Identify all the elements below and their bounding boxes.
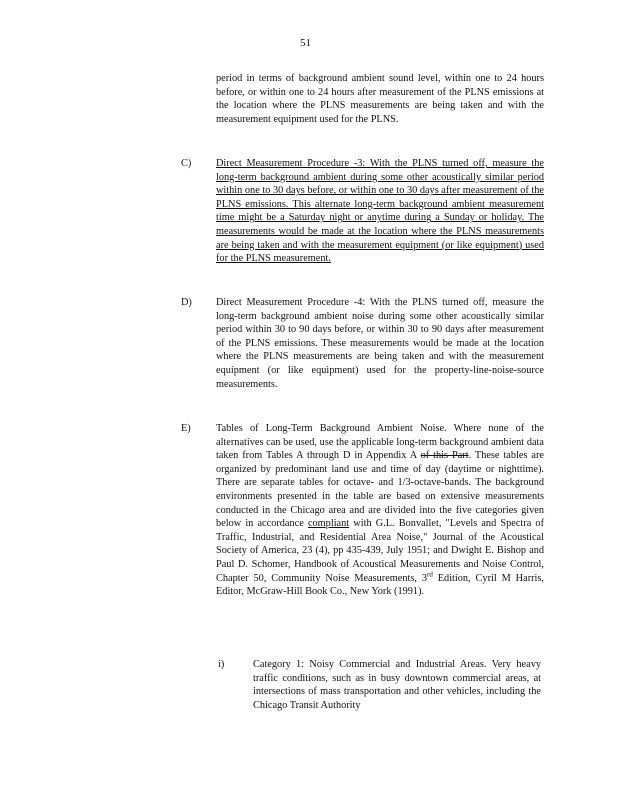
item-d-paragraph: Direct Measurement Procedure -4: With the PLNS turned off, measure the long-term background ambient noise during some other acoustically similar period within 30 to 90 days before, or within 30 to 90 days after measurement of the PLNS emissions. These measurements would be made at the location where the PLNS measurements are being taken and with the measurement equipment (or like equipment) used for the property-line-noise-source measurements. bbox=[216, 297, 544, 390]
item-c-marker: C) bbox=[181, 158, 192, 169]
item-e-superscript: rd bbox=[427, 570, 433, 579]
subitem-i-paragraph: Category 1: Noisy Commercial and Industrial Areas. Very heavy traffic conditions, such as in busy downtown commercial areas, at intersections of mass transportation and other vehicles, including the Chicago Transit Authority bbox=[253, 659, 541, 711]
item-e-text-c: with G.L. Bonvallet, "Levels and Spectra of Traffic, Industrial, and Residential Area Noise," Journal of the Acoustical Society of America, 23 (4), pp 435-439, July 1951; and Dwight E. Bishop and Paul D. Schomer, Handbook of Acoustical Measurements and Noise Control, Chapter 50, Community Noise Measurements, 3 bbox=[216, 518, 545, 584]
intro-paragraph: period in terms of background ambient sound level, within one to 24 hours before, or within one to 24 hours after measurement of the PLNS emissions at the location where the PLNS measurements are being taken and with the measurement equipment used for the PLNS. bbox=[216, 73, 544, 125]
item-e-struck-text: of this Part bbox=[420, 450, 469, 462]
item-e-text-b: . These tables are organized by predominant land use and time of day (daytime or nighttime). There are separate tables for octave- and 1/3-octave-bands. The background environments presented in the table are based on extensive measurements conducted in the Chicago area and are divided into the five categories given below in accordance bbox=[216, 450, 544, 530]
item-e-paragraph bbox=[216, 422, 544, 599]
item-e-marker: E) bbox=[181, 423, 191, 434]
page-number: 51 bbox=[300, 37, 311, 49]
item-c-paragraph: Direct Measurement Procedure -3: With the PLNS turned off, measure the long-term background ambient during some other acoustically similar period within one to 30 days before, or within one to 30 days after measurement of the PLNS emissions. This alternate long-term background ambient measurement time might be a Saturday night or anytime during a Sunday or holiday. The measurements would be made at the location where the PLNS measurements are being taken and with the measurement equipment (or like equipment) used for the PLNS measurement. bbox=[216, 158, 544, 265]
item-e-text-a: Tables of Long-Term Background Ambient Noise. Where none of the alternatives can be used, use the applicable long-term background ambient data taken from Tables A through D in Appendix A bbox=[216, 423, 544, 462]
item-e-underlined-text: compliant bbox=[307, 518, 350, 530]
subitem-i-marker: i) bbox=[218, 659, 225, 670]
item-d-marker: D) bbox=[181, 297, 192, 308]
item-e-text-d: Edition, Cyril M Harris, Editor, McGraw-Hill Book Co., New York (1991). bbox=[216, 572, 544, 598]
